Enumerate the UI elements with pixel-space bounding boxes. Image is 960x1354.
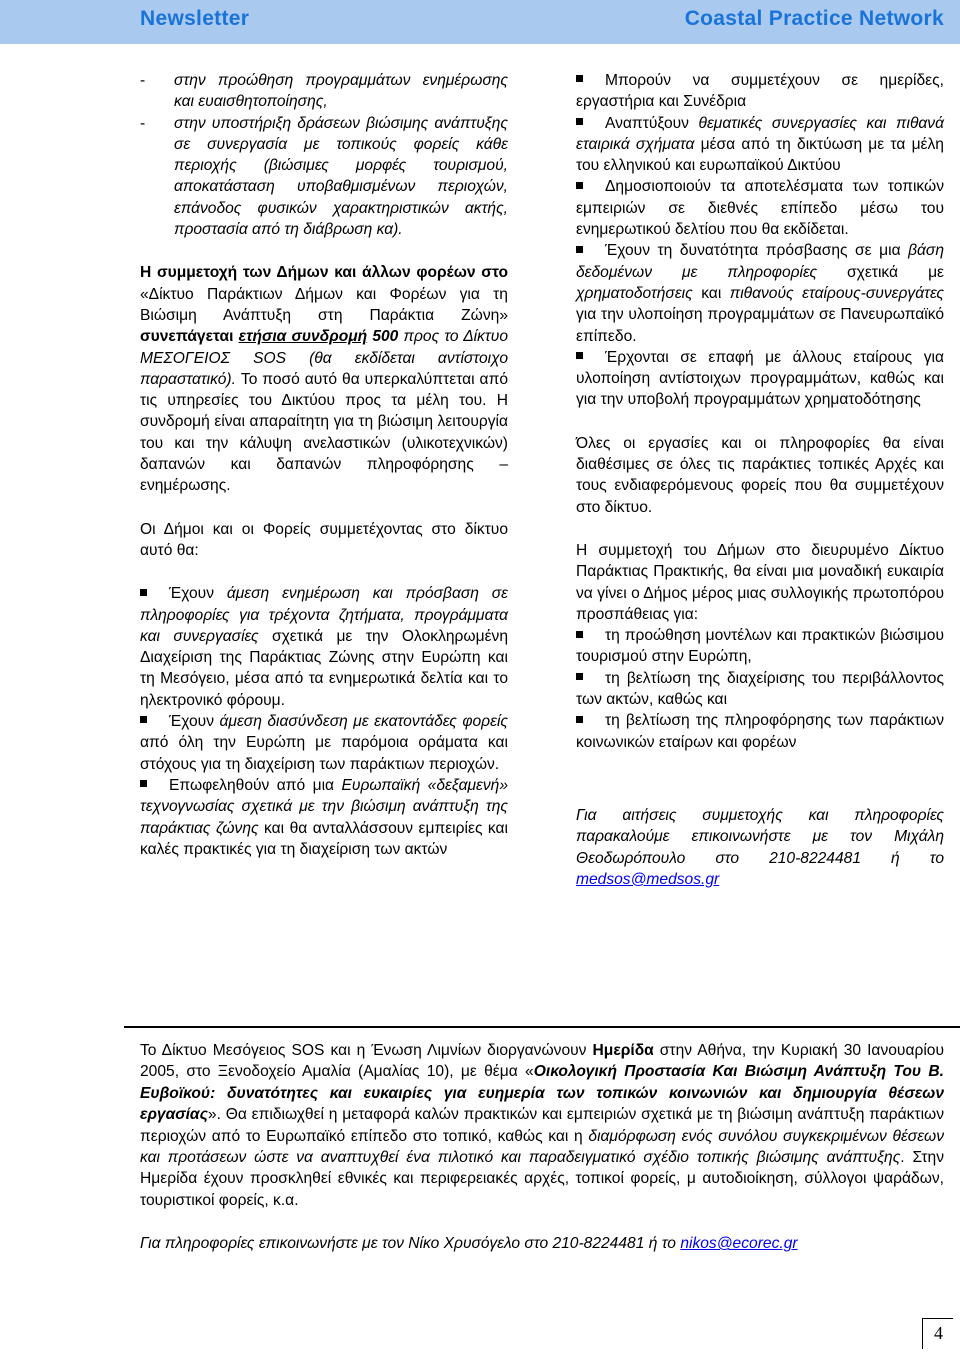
bullet-square-icon xyxy=(576,352,583,359)
bullet-square-icon xyxy=(140,716,147,723)
benefit-bullet-1: Έχουν άμεση ενημέρωση και πρόσβαση σε πληροφορίες για τρέχοντα ζητήματα, προγράμματα και συνεργασίες σχετικά με την Ολοκληρωμένη Διαχείριση της Παράκτιας Ζώνης στην Ευρώπη και τη Μεσόγειο, μέσα από τα ενημερωτικά δελτία και το ηλεκτρονικό φόρουμ. xyxy=(140,585,509,709)
event-contact: Για πληροφορίες επικοινωνήστε με τον Νίκο Χρυσόγελο στο 210-8224481 ή το nikos@ecorec.gr xyxy=(140,1235,798,1253)
benefit-bullet-5: Αναπτύξουν θεματικές συνεργασίες και πιθανά εταιρικά σχήματα μέσα από τη δικτύωση με τα μέλη του ελληνικού και ευρωπαϊκού Δικτύου xyxy=(576,114,944,175)
availability-paragraph: Όλες οι εργασίες και οι πληροφορίες θα είναι διαθέσιμες σε όλες τις παράκτιες τοπικές Αρχές και τους ενδιαφερόμενους φορείς που θα συμμετέχουν στο δίκτυο. xyxy=(576,434,944,516)
page-header xyxy=(0,0,960,44)
bullet-square-icon xyxy=(576,75,583,82)
right-column xyxy=(576,70,944,890)
email-link-ecorec[interactable]: nikos@ecorec.gr xyxy=(680,1235,798,1253)
email-link-medsos[interactable]: medsos@medsos.gr xyxy=(576,870,720,888)
event-paragraph: Το Δίκτυο Μεσόγειος SOS και η Ένωση Λιμνίων διοργανώνουν Ημερίδα στην Αθήνα, την Κυριακή 30 Ιανουαρίου 2005, στο Ξενοδοχείο Αμαλία (Αμαλίας 10), με θέμα «Οικολογική Προστασία Και Βιώσιμη Ανάπτυξη Του Β. Ευβοϊκού: δυνατότητες και ευκαιρίες για ευημερία των τοπικών κοινωνιών και δημιουργία θέσεων εργασίας». Θα επιδιωχθεί η μεταφορά καλών πρακτικών και εμπειριών σχετικά με τη βιώσιμη ανάπτυξη παράκτιων περιοχών από το Ευρωπαϊκό επίπεδο στο τοπικό, καθώς και η διαμόρφωση ενός συνόλου συγκεκριμένων θέσεων και προτάσεων ώστε να αναπτυχθεί ένα πιλοτικό και παραδειγματικό σχέδιο τοπικής βιώσιμης ανάπτυξης. Στην Ημερίδα έχουν προσκληθεί εθνικές και περιφερειακές αρχές, τοπικοί φορείς, μ αυτοδιοίκηση, σύλλογοι ψαράδων, τουριστικοί φορείς, κ.α. xyxy=(140,1042,944,1209)
benefit-bullet-6: Δημοσιοποιούν τα αποτελέσματα των τοπικών εμπειριών σε διεθνές επίπεδο μέσω του ενημερωτικού δελτίου που θα εκδίδεται. xyxy=(576,178,944,239)
bullet-square-icon xyxy=(576,631,583,638)
bullet-square-icon xyxy=(576,246,583,253)
participation-intro: Οι Δήμοι και οι Φορείς συμμετέχοντας στο δίκτυο αυτό θα: xyxy=(140,520,508,559)
event-announcement xyxy=(140,1040,944,1255)
header-network-title: Coastal Practice Network xyxy=(684,7,944,30)
membership-paragraph: Η συμμετοχή των Δήμων και άλλων φορέων στο «Δίκτυο Παράκτιων Δήμων και Φορέων για τη Βιώσιμη Ανάπτυξη στη Παράκτια Ζώνη» συνεπάγεται ετήσια συνδρομή 500 προς το Δίκτυο ΜΕΣΟΓΕΙΟΣ SOS (θα εκδίδεται αντίστοιχο παραστατικό). Το ποσό αυτό θα υπερκαλύπτεται από τις υπηρεσίες του Δικτύου προς τα μέλη του. Η συνδρομή είναι απαραίτητη για τη βιώσιμη λειτουργία του και την κάλυψη ανελαστικών (υλικοτεχνικών) δαπανών και δαπανών πληροφόρησης – ενημέρωσης. xyxy=(140,264,508,495)
goal-bullet-2: τη βελτίωση της διαχείρισης του περιβάλλοντος των ακτών, καθώς και xyxy=(576,669,944,709)
dash-item-promotion: - στην προώθηση προγραμμάτων ενημέρωσης και ευαισθητοποίησης, xyxy=(140,72,508,111)
benefit-bullet-8: Έρχονται σε επαφή με άλλους εταίρους για υλοποίηση αντίστοιχων προγραμμάτων, καθώς και για την υποβολή προγραμμάτων χρηματοδότησης xyxy=(576,348,944,409)
bullet-square-icon xyxy=(140,780,147,787)
bullet-square-icon xyxy=(576,716,583,723)
header-newsletter-title: Newsletter xyxy=(140,7,250,30)
opportunity-paragraph: Η συμμετοχή του Δήμων στο διευρυμένο Δίκτυο Παράκτιας Πρακτικής, θα είναι μια μοναδική ευκαιρία να γίνει ο Δήμος μέρος μιας συλλογικής πρωτοπόρου προσπάθειας για: xyxy=(576,541,944,623)
bullet-square-icon xyxy=(576,118,583,125)
benefit-bullet-3: Επωφεληθούν από μια Ευρωπαϊκή «δεξαμενή» τεχνογνωσίας σχετικά με την βιώσιμη ανάπτυξη της παράκτιας ζώνης και θα ανταλλάσσουν εμπειρίες και καλές πρακτικές για τη διαχείριση των ακτών xyxy=(140,776,508,858)
benefit-bullet-2: Έχουν άμεση διασύνδεση με εκατοντάδες φορείς από όλη την Ευρώπη με παρόμοια οράματα και στόχους για τη διαχείριση των παράκτιων περιοχών. xyxy=(140,713,509,773)
goal-bullet-1: τη προώθηση μοντέλων και πρακτικών βιώσιμου τουρισμού στην Ευρώπη, xyxy=(576,627,944,666)
bullet-square-icon xyxy=(576,673,583,680)
left-column xyxy=(140,70,508,860)
benefit-bullet-7: Έχουν τη δυνατότητα πρόσβασης σε μια βάση δεδομένων με πληροφορίες σχετικά με χρηματοδοτήσεις και πιθανούς εταίρους-συνεργάτες για την υλοποίηση προγραμμάτων σε Πανευρωπαϊκό επίπεδο. xyxy=(576,242,944,345)
bullet-square-icon xyxy=(576,182,583,189)
contact-paragraph: Για αιτήσεις συμμετοχής και πληροφορίες παρακαλούμε επικοινωνήστε με τον Μιχάλη Θεοδωρόπουλο στο 210-8224481 ή το medsos@medsos.gr xyxy=(576,806,944,888)
page-number-box xyxy=(922,1318,953,1349)
goal-bullet-3: τη βελτίωση της πληροφόρησης των παράκτιων κοινωνικών εταίρων και φορέων xyxy=(576,712,944,751)
dash-item-support: - στην υποστήριξη δράσεων βιώσιμης ανάπτυξης σε συνεργασία με τοπικούς φορείς κάθε περιοχής (βιώσιμες μορφές τουρισμού, αποκατάσταση υποβαθμισμένων περιοχών, επάνοδος φυσικών χαρακτηριστικών ακτής, προστασία από τη διάβρωση κα). xyxy=(140,114,508,239)
bullet-square-icon xyxy=(140,589,147,596)
benefit-bullet-4: Μπορούν να συμμετέχουν σε ημερίδες, εργαστήρια και Συνέδρια xyxy=(576,72,944,111)
section-divider xyxy=(124,1026,960,1028)
page-number: 4 xyxy=(934,1323,943,1343)
